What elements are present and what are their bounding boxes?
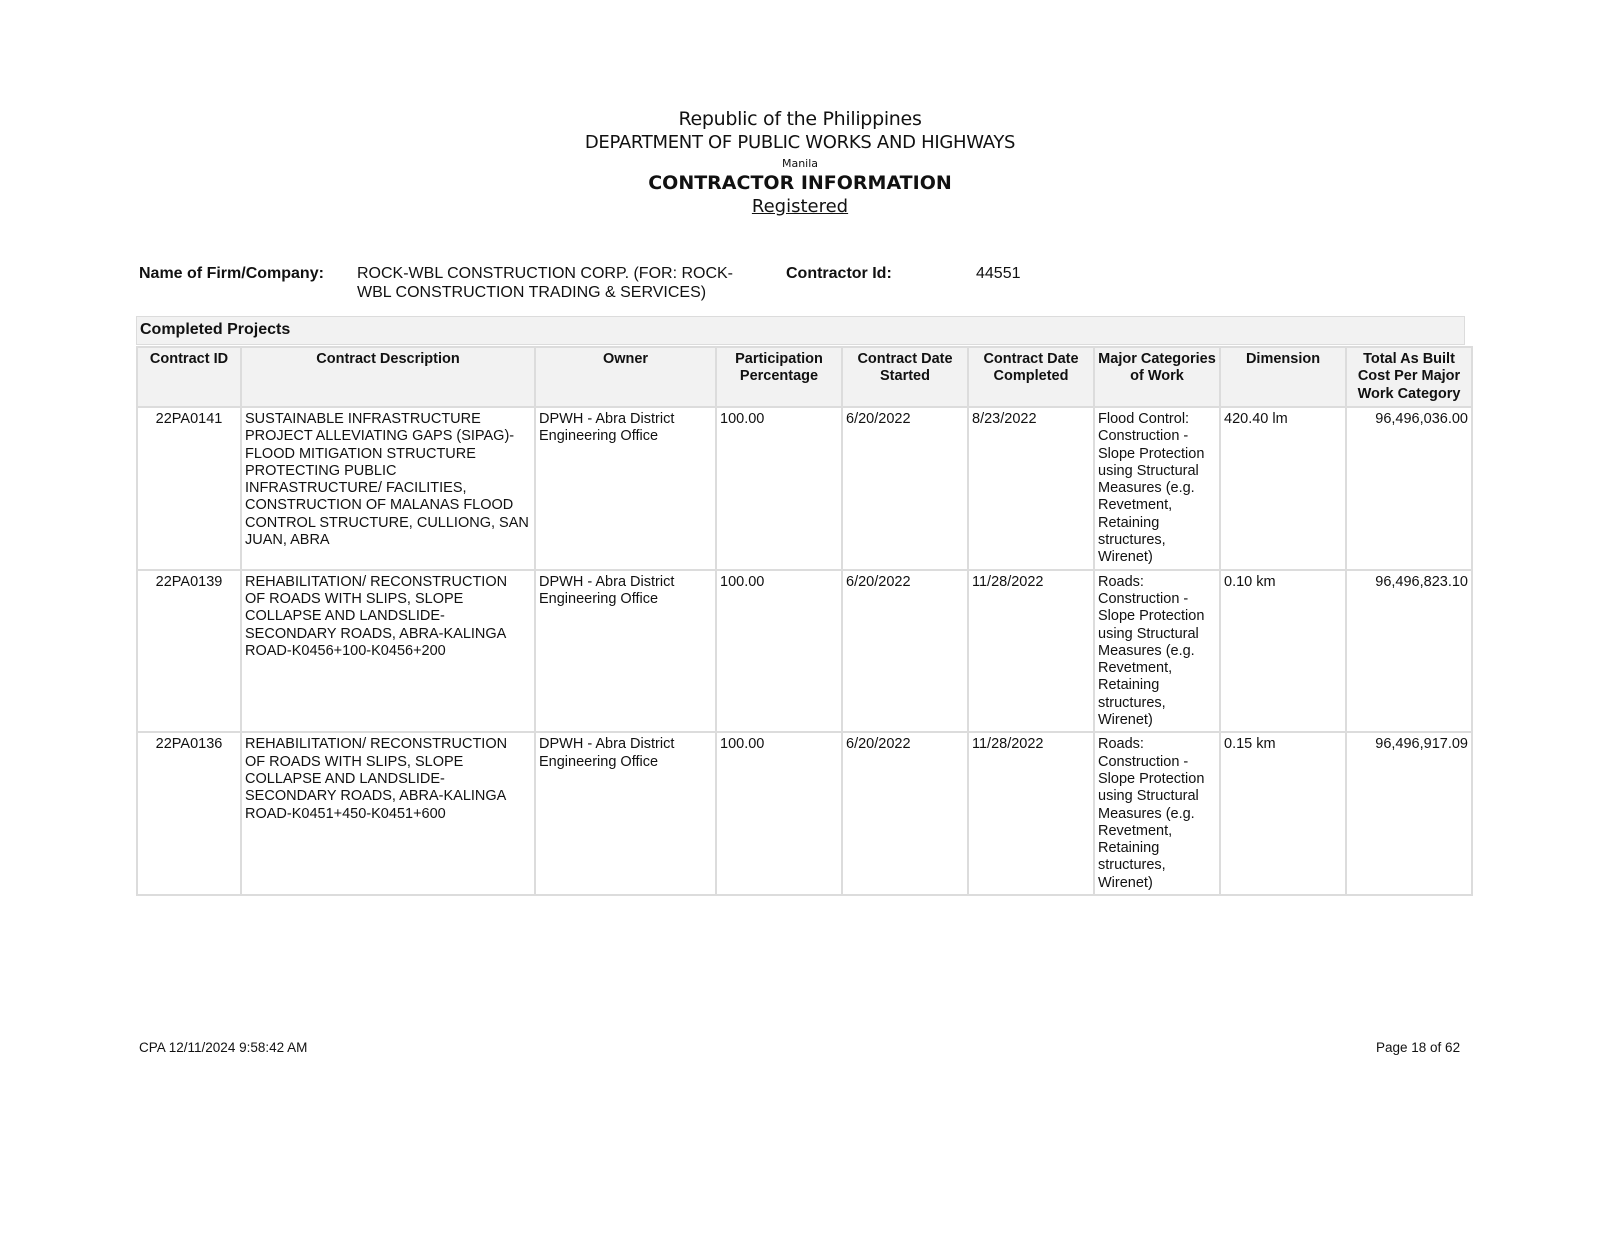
participation-cell: 100.00 [716,407,842,570]
contract-id-cell: 22PA0139 [137,570,241,733]
dimension-cell: 420.40 lm [1220,407,1346,570]
column-header: Contract Date Completed [968,347,1094,407]
contractor-id-label: Contractor Id: [786,265,892,282]
contract-id-cell: 22PA0136 [137,732,241,895]
date-started-cell: 6/20/2022 [842,570,968,733]
registration-status: Registered [751,196,849,217]
date-started-cell: 6/20/2022 [842,407,968,570]
table-row [137,732,1472,895]
owner-cell: DPWH - Abra District Engineering Office [535,732,716,895]
column-header: Major Categories of Work [1094,347,1220,407]
column-header: Contract ID [137,347,241,407]
header-department: DEPARTMENT OF PUBLIC WORKS AND HIGHWAYS [584,132,1016,153]
description-cell: REHABILITATION/ RECONSTRUCTION OF ROADS WITH SLIPS, SLOPE COLLAPSE AND LANDSLIDE-SECONDARY ROADS, ABRA-KALINGA ROAD-K0456+100-K0456+200 [241,570,535,733]
category-cell: Roads: Construction - Slope Protection using Structural Measures (e.g. Revetment, Retaining structures, Wirenet) [1094,732,1220,895]
print-timestamp: CPA 12/11/2024 9:58:42 AM [139,1040,308,1055]
projects-table [136,346,1473,896]
cost-cell: 96,496,823.10 [1346,570,1472,733]
description-cell: REHABILITATION/ RECONSTRUCTION OF ROADS WITH SLIPS, SLOPE COLLAPSE AND LANDSLIDE-SECONDARY ROADS, ABRA-KALINGA ROAD-K0451+450-K0451+600 [241,732,535,895]
page-number: Page 18 of 62 [1376,1040,1461,1055]
date-completed-cell: 11/28/2022 [968,570,1094,733]
page-title: CONTRACTOR INFORMATION [648,172,952,194]
header-republic: Republic of the Philippines [678,108,922,130]
contractor-id-value: 44551 [976,265,1021,282]
completed-projects-section [136,316,1468,896]
table-row [137,407,1472,570]
date-started-cell: 6/20/2022 [842,732,968,895]
section-title: Completed Projects [136,316,1465,345]
description-cell: SUSTAINABLE INFRASTRUCTURE PROJECT ALLEVIATING GAPS (SIPAG)-FLOOD MITIGATION STRUCTURE PROTECTING PUBLIC INFRASTRUCTURE/ FACILITIES, CONSTRUCTION OF MALANAS FLOOD CONTROL STRUCTURE, CULLIONG, SAN JUAN, ABRA [241,407,535,570]
date-completed-cell: 8/23/2022 [968,407,1094,570]
column-header: Total As Built Cost Per Major Work Category [1346,347,1472,407]
cost-cell: 96,496,036.00 [1346,407,1472,570]
column-header: Participation Percentage [716,347,842,407]
column-header: Owner [535,347,716,407]
column-header: Contract Date Started [842,347,968,407]
column-header: Dimension [1220,347,1346,407]
date-completed-cell: 11/28/2022 [968,732,1094,895]
participation-cell: 100.00 [716,570,842,733]
table-row [137,570,1472,733]
firm-name-label: Name of Firm/Company: [139,265,324,282]
dimension-cell: 0.10 km [1220,570,1346,733]
category-cell: Flood Control: Construction - Slope Protection using Structural Measures (e.g. Revetment, Retaining structures, Wirenet) [1094,407,1220,570]
column-header: Contract Description [241,347,535,407]
contract-id-cell: 22PA0141 [137,407,241,570]
category-cell: Roads: Construction - Slope Protection using Structural Measures (e.g. Revetment, Retaining structures, Wirenet) [1094,570,1220,733]
cost-cell: 96,496,917.09 [1346,732,1472,895]
table-header-row [137,347,1472,407]
participation-cell: 100.00 [716,732,842,895]
dimension-cell: 0.15 km [1220,732,1346,895]
owner-cell: DPWH - Abra District Engineering Office [535,570,716,733]
firm-name-value: ROCK-WBL CONSTRUCTION CORP. (FOR: ROCK-WBL CONSTRUCTION TRADING & SERVICES) [357,265,734,301]
header-city: Manila [781,157,819,170]
owner-cell: DPWH - Abra District Engineering Office [535,407,716,570]
